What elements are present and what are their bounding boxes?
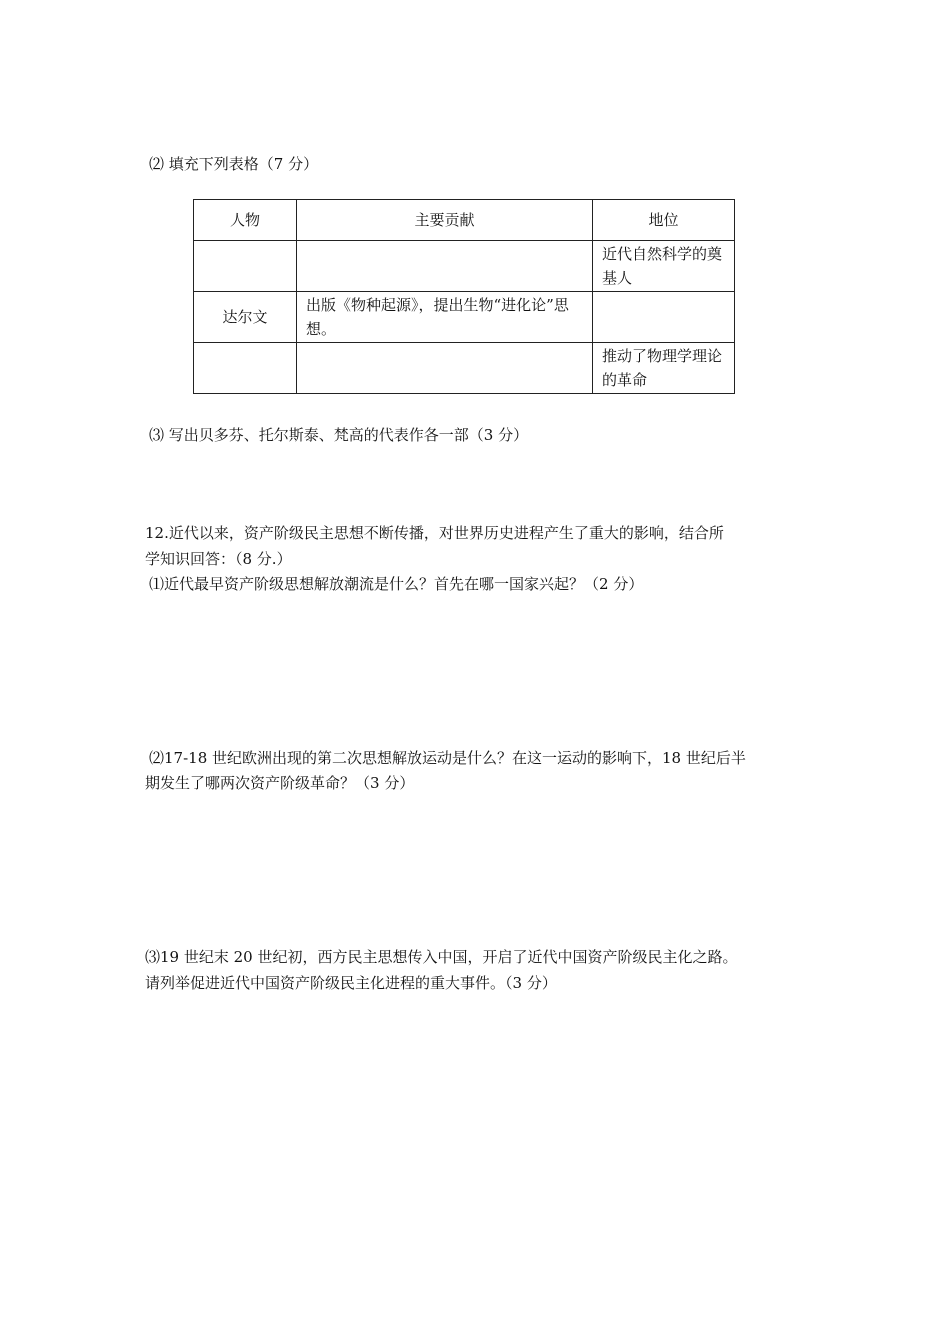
question-11-part-2: ⑵ 填充下列表格（7 分） xyxy=(149,155,319,173)
table-row xyxy=(194,241,735,292)
question-12-part-1: ⑴近代最早资产阶级思想解放潮流是什么？首先在哪一国家兴起？（2 分） xyxy=(149,575,644,593)
cell-person: 达尔文 xyxy=(194,292,297,343)
question-12-part-2-line-1: ⑵17-18 世纪欧洲出现的第二次思想解放运动是什么？在这一运动的影响下，18 世纪后半 xyxy=(149,749,746,767)
cell-status: 近代自然科学的奠基人 xyxy=(593,241,735,292)
cell-person xyxy=(194,241,297,292)
question-12-part-3-line-2: 请列举促进近代中国资产阶级民主化进程的重大事件。（3 分） xyxy=(145,974,557,992)
question-12-stem-line-1: 12.近代以来，资产阶级民主思想不断传播，对世界历史进程产生了重大的影响，结合所 xyxy=(145,524,724,542)
header-contribution: 主要贡献 xyxy=(297,200,593,241)
cell-status: 推动了物理学理论的革命 xyxy=(593,343,735,394)
question-11-part-3: ⑶ 写出贝多芬、托尔斯泰、梵高的代表作各一部（3 分） xyxy=(149,426,529,444)
question-12-part-2-line-2: 期发生了哪两次资产阶级革命？（3 分） xyxy=(145,774,415,792)
cell-status xyxy=(593,292,735,343)
cell-person xyxy=(194,343,297,394)
table-row xyxy=(194,292,735,343)
header-person: 人物 xyxy=(194,200,297,241)
cell-contribution xyxy=(297,343,593,394)
question-12-stem-line-2: 学知识回答：（8 分.） xyxy=(145,550,292,568)
cell-contribution: 出版《物种起源》，提出生物“进化论”思想。 xyxy=(297,292,593,343)
table-row xyxy=(194,343,735,394)
cell-contribution xyxy=(297,241,593,292)
fill-in-table xyxy=(193,199,735,394)
table-header-row xyxy=(194,200,735,241)
header-status: 地位 xyxy=(593,200,735,241)
question-12-part-3-line-1: ⑶19 世纪末 20 世纪初，西方民主思想传入中国，开启了近代中国资产阶级民主化之路。 xyxy=(145,948,738,966)
